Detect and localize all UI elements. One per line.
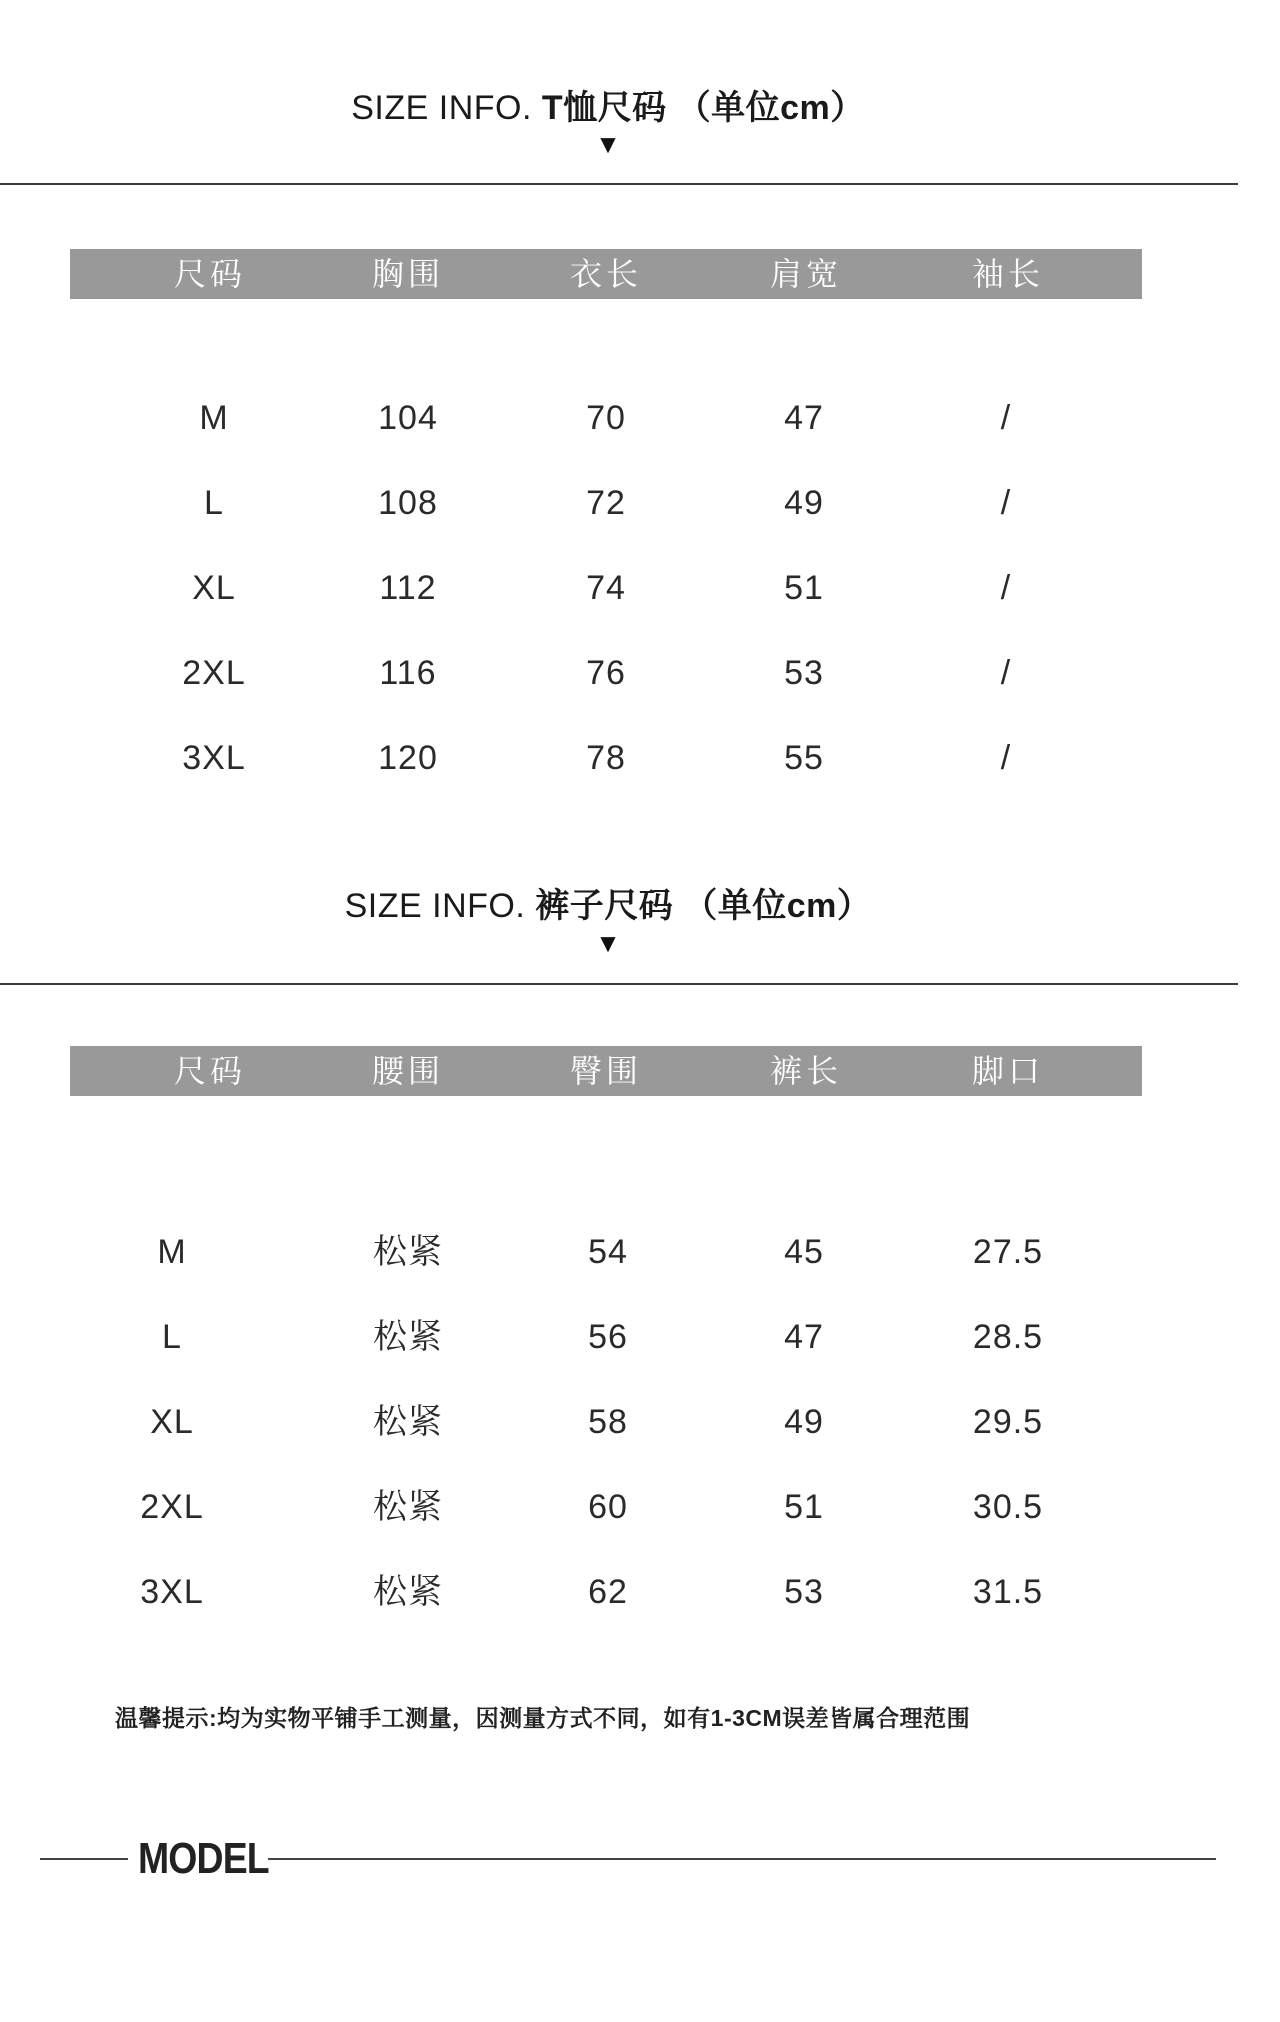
tshirt-cell-size: M [199, 399, 229, 437]
tshirt-cell-shoulder: 49 [784, 484, 824, 522]
tshirt-cell-size: 2XL [182, 654, 246, 692]
pants-cell-waist: 松紧 [373, 1233, 443, 1271]
pants-cell-size: 3XL [140, 1573, 204, 1611]
model-left-rule [40, 1858, 128, 1860]
pants-cell-size: 2XL [140, 1488, 204, 1526]
tshirt-cell-length: 74 [586, 569, 626, 607]
pants-cell-waist: 松紧 [373, 1318, 443, 1356]
pants-title-cn: 裤子尺码 [535, 887, 674, 925]
pants-cell-size: XL [150, 1403, 194, 1441]
pants-header-length: 裤长 [769, 1053, 842, 1089]
tshirt-cell-size: XL [192, 569, 236, 607]
pants-down-arrow-icon: ▼ [595, 928, 621, 958]
tshirt-cell-length: 72 [586, 484, 626, 522]
tshirt-cell-chest: 104 [378, 399, 438, 437]
tshirt-header-size: 尺码 [173, 256, 246, 292]
pants-cell-hip: 56 [588, 1318, 628, 1356]
pants-cell-hem: 28.5 [972, 1318, 1044, 1356]
pants-cell-hem: 27.5 [972, 1233, 1044, 1271]
pants-cell-waist: 松紧 [373, 1488, 443, 1526]
tshirt-cell-sleeve: / [1000, 399, 1012, 437]
pants-section-title [0, 878, 1216, 927]
tshirt-title-main: SIZE INFO. [351, 89, 532, 127]
tshirt-header-shoulder: 肩宽 [769, 256, 842, 292]
tshirt-cell-shoulder: 55 [784, 739, 824, 777]
tshirt-cell-sleeve: / [1000, 569, 1012, 607]
tshirt-title-unit: （单位cm） [676, 89, 865, 127]
tshirt-cell-sleeve: / [1000, 484, 1012, 522]
pants-header-size: 尺码 [173, 1053, 246, 1089]
pants-cell-length: 45 [784, 1233, 824, 1271]
tshirt-cell-chest: 116 [379, 654, 437, 692]
pants-cell-hip: 54 [588, 1233, 628, 1271]
tshirt-table-header [70, 249, 1142, 299]
tshirt-cell-chest: 108 [378, 484, 438, 522]
pants-header-hip: 臀围 [569, 1053, 642, 1089]
pants-cell-length: 53 [784, 1573, 824, 1611]
pants-cell-length: 47 [784, 1318, 824, 1356]
tshirt-cell-chest: 120 [378, 739, 438, 777]
tshirt-down-arrow-icon: ▼ [595, 129, 621, 159]
tshirt-header-length: 衣长 [569, 256, 642, 292]
pants-cell-size: L [162, 1318, 182, 1356]
tshirt-cell-shoulder: 51 [784, 569, 824, 607]
pants-cell-hem: 30.5 [972, 1488, 1044, 1526]
tshirt-cell-chest: 112 [379, 569, 437, 607]
tshirt-cell-shoulder: 53 [784, 654, 824, 692]
tshirt-cell-sleeve: / [1000, 654, 1012, 692]
tshirt-header-sleeve: 袖长 [971, 256, 1044, 292]
pants-table-header [70, 1046, 1142, 1096]
pants-cell-length: 49 [784, 1403, 824, 1441]
pants-cell-hip: 60 [588, 1488, 628, 1526]
tshirt-header-chest: 胸围 [371, 256, 444, 292]
pants-cell-waist: 松紧 [373, 1573, 443, 1611]
tshirt-cell-shoulder: 47 [784, 399, 824, 437]
tshirt-cell-length: 70 [586, 399, 626, 437]
pants-divider [0, 983, 1238, 985]
tshirt-section-title [0, 80, 1216, 129]
pants-cell-waist: 松紧 [373, 1403, 443, 1441]
model-right-rule [268, 1858, 1216, 1860]
tshirt-cell-size: L [204, 484, 224, 522]
pants-cell-hip: 58 [588, 1403, 628, 1441]
pants-cell-size: M [157, 1233, 187, 1271]
pants-cell-hem: 29.5 [972, 1403, 1044, 1441]
tshirt-divider [0, 183, 1238, 185]
pants-title-unit: （单位cm） [683, 887, 872, 925]
measurement-note: 温馨提示:均为实物平铺手工测量，因测量方式不同，如有1-3CM误差皆属合理范围 [115, 1705, 971, 1731]
tshirt-cell-size: 3XL [182, 739, 246, 777]
pants-cell-hip: 62 [588, 1573, 628, 1611]
tshirt-cell-sleeve: / [1000, 739, 1012, 777]
pants-header-waist: 腰围 [371, 1053, 444, 1089]
tshirt-title-cn: T恤尺码 [541, 89, 667, 127]
tshirt-cell-length: 78 [586, 739, 626, 777]
pants-cell-length: 51 [784, 1488, 824, 1526]
pants-title-main: SIZE INFO. [344, 887, 526, 925]
model-heading: MODEL [138, 1834, 269, 1883]
pants-cell-hem: 31.5 [972, 1573, 1044, 1611]
tshirt-cell-length: 76 [586, 654, 626, 692]
pants-header-hem: 脚口 [971, 1053, 1044, 1089]
